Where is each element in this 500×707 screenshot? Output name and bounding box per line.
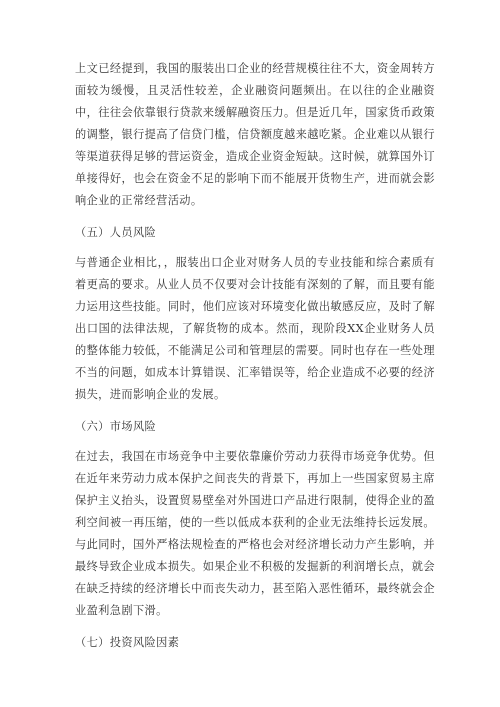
paragraph-market-risk: 在过去，我国在市场竞争中主要依靠廉价劳动力获得市场竞争优势。但在近年来劳动力成本保护之间丧失的背景下，再加上一些国家贸易主席保护主义抬头，设置贸易壁垒对外国进口产品进行限制，使得企业的盈利空间被一再压缩，使的一些以低成本获利的企业无法维持长远发展。与此同时，国外严格法规检查的严格也会对经济增长动力产生影响，并最终导致企业成本损失。如果企业不积极的发掘新的利润增长点，就会在缺乏持续的经济增长中而丧失动力，甚至陷入恶性循环，最终就会企业盈利急剧下滑。 (75, 450, 435, 617)
document-page (75, 58, 435, 662)
section-heading-investment-risk: （七）投资风险因素 (75, 636, 180, 649)
paragraph-personnel-risk: 与普通企业相比，，服装出口企业对财务人员的专业技能和综合素质有着更高的要求。从业人员不仅要对会计技能有深刻的了解，而且要有能力运用这些技能。同时，他们应该对环境变化做出敏感反应，及时了解出口国的法律法规，了解货物的成本。然而，现阶段XX企业财务人员的整体能力较低，不能满足公司和管理层的需要。同时也存在一些处理不当的问题，如成本计算错误、汇率错误等，给企业造成不必要的经济损失，进而影响企业的发展。 (75, 256, 435, 401)
section-heading-personnel-risk: （五）人员风险 (75, 226, 157, 239)
paragraph-financing: 上文已经提到，我国的服装出口企业的经营规模往往不大，资金周转方面较为缓慢，且灵活性较差，企业融资问题频出。在以往的企业融资中，往往会依靠银行贷款来缓解融资压力。但是近几年，国家货币政策的调整，银行提高了信贷门槛，信贷额度越来越吃紧。企业难以从银行等渠道获得足够的营运资金，造成企业资金短缺。这时候，就算国外订单接得好，也会在资金不足的影响下而不能展开货物生产，进而就会影响企业的正常经营活动。 (75, 62, 435, 207)
section-heading-market-risk: （六）市场风险 (75, 420, 157, 433)
